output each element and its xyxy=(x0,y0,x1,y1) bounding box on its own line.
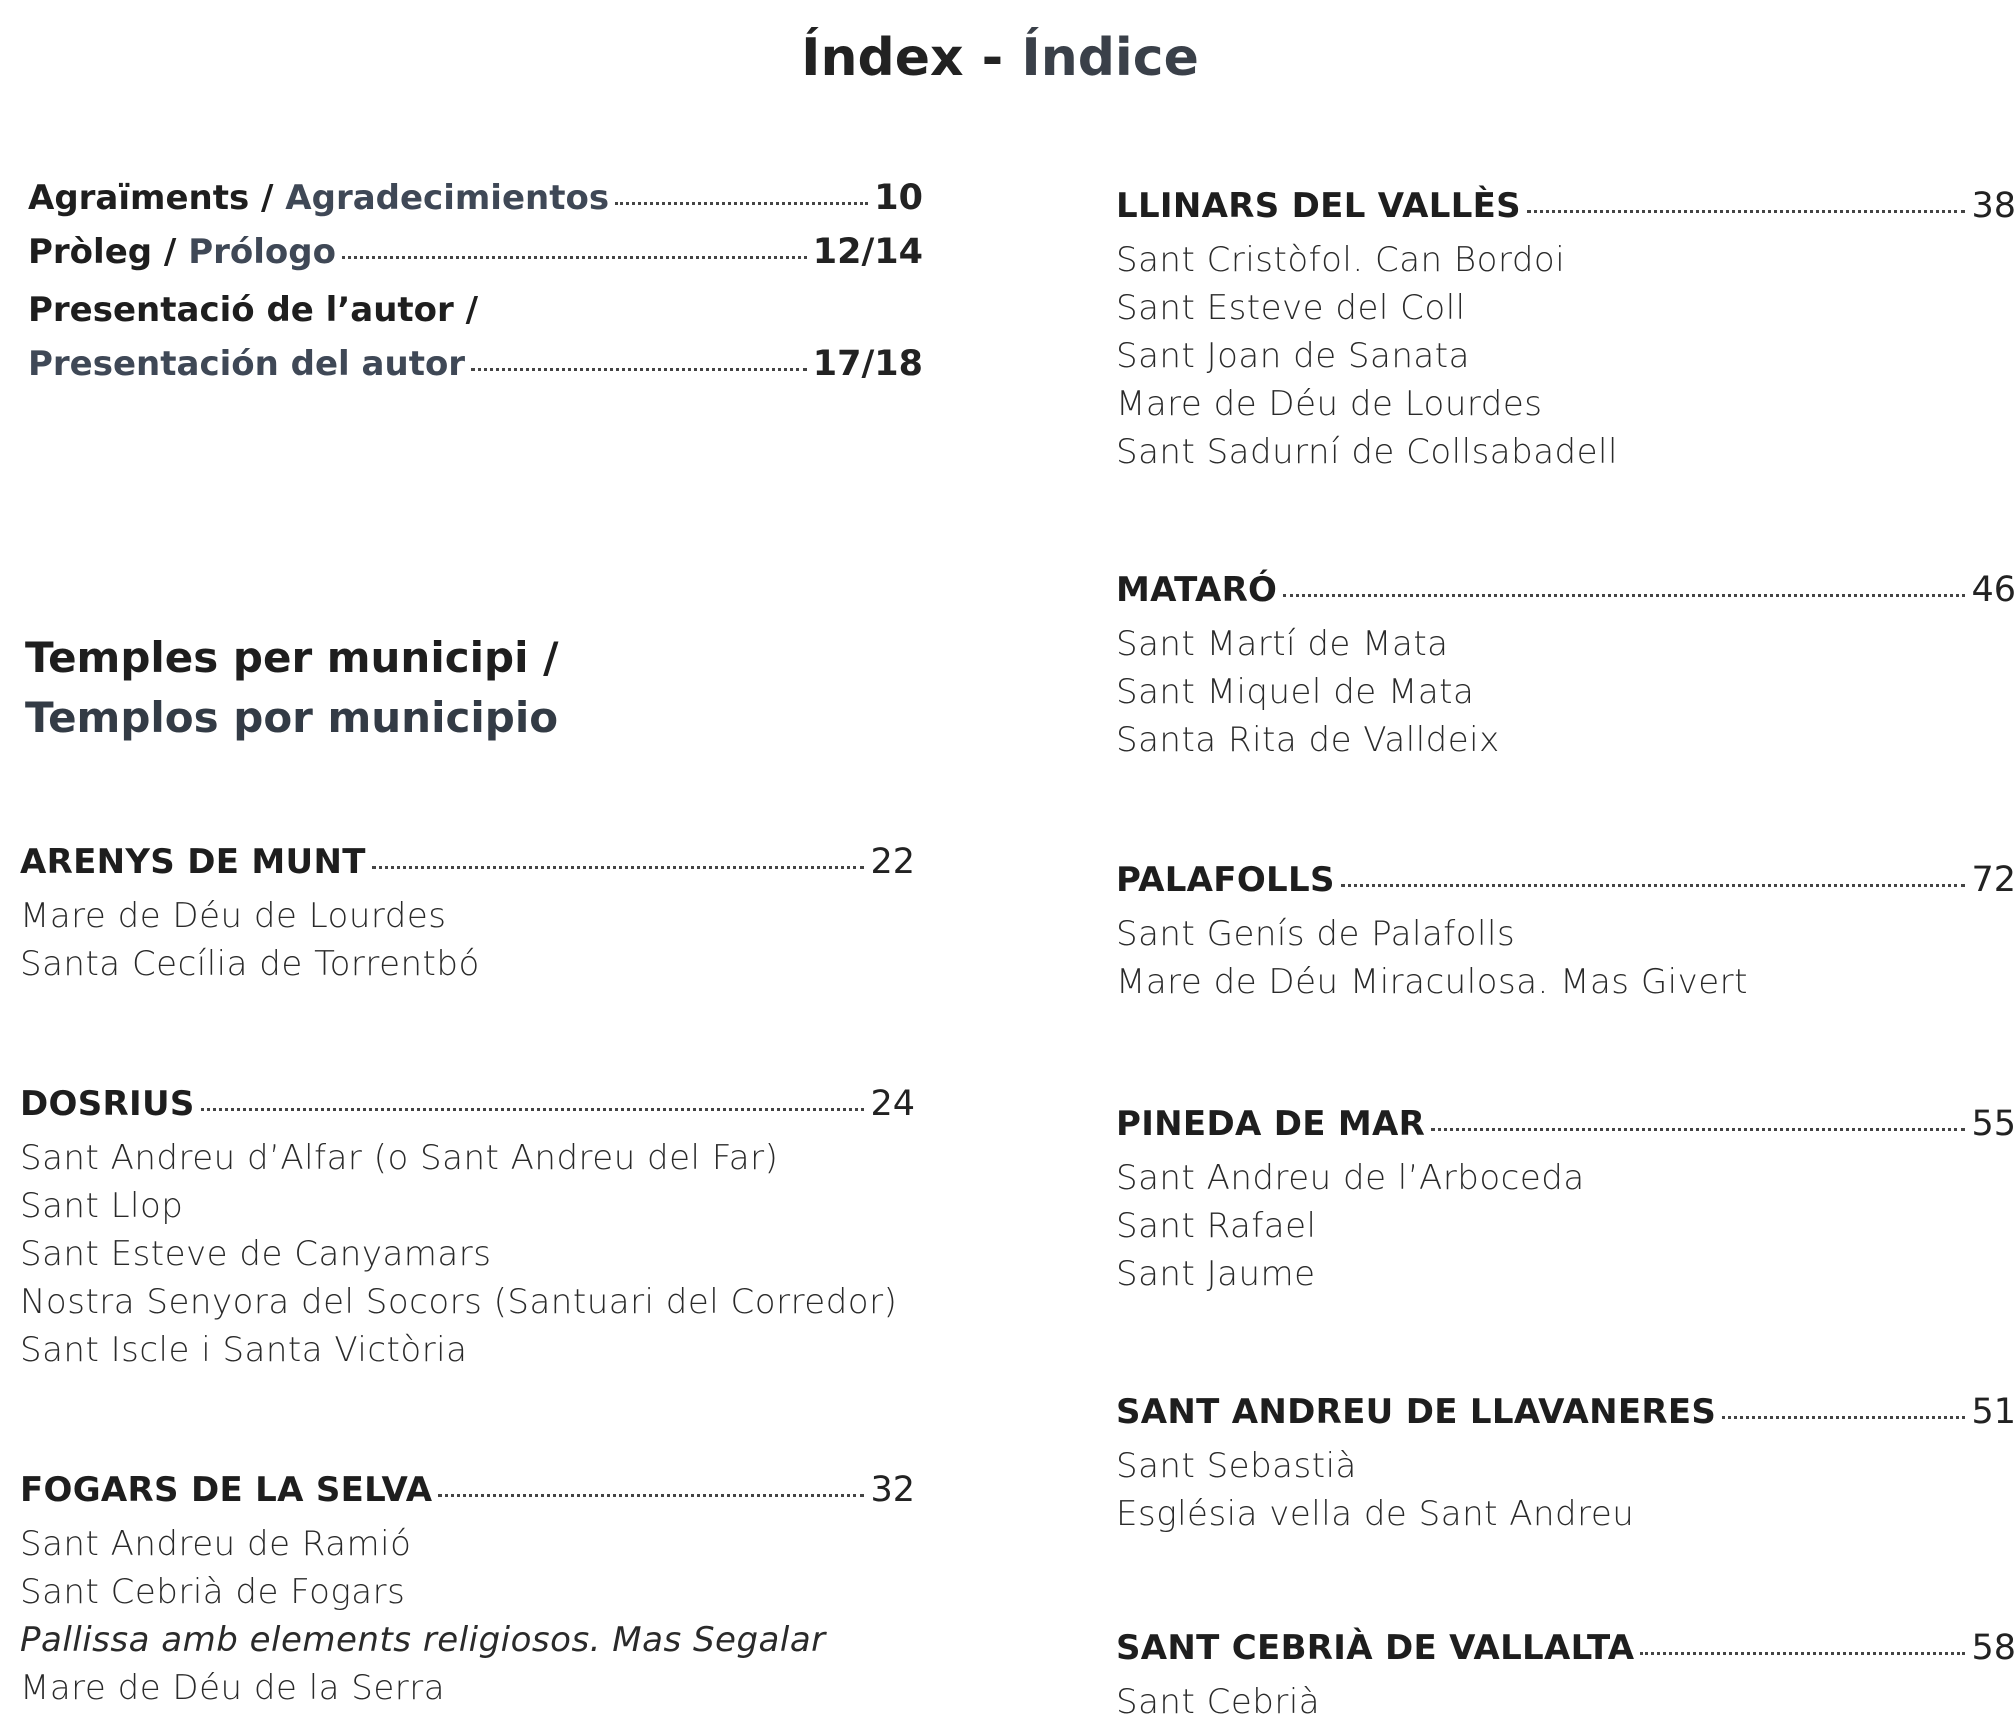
dot-leader xyxy=(438,1494,864,1497)
temple-item[interactable]: Sant Andreu de l’Arboceda xyxy=(1116,1158,1585,1198)
dot-leader xyxy=(201,1108,865,1111)
municipality-name: FOGARS DE LA SELVA xyxy=(20,1470,433,1510)
entry-label-ca: Agraïments / xyxy=(28,178,286,218)
dot-leader xyxy=(1527,210,1965,213)
temple-list xyxy=(20,1134,915,1374)
dot-leader xyxy=(1431,1128,1965,1131)
municipality-heading[interactable] xyxy=(1116,1104,2016,1154)
municipality-dosrius xyxy=(20,1084,915,1374)
municipality-name: MATARÓ xyxy=(1116,570,1278,610)
page-number: 12/14 xyxy=(812,232,923,272)
toc-entry-author-presentation-ca[interactable] xyxy=(28,290,478,330)
municipality-heading[interactable] xyxy=(1116,186,2016,236)
temple-item[interactable]: Sant Esteve del Coll xyxy=(1116,288,1466,328)
entry-label-es: Prólogo xyxy=(188,232,336,272)
temple-list xyxy=(20,892,915,988)
temple-item[interactable]: Sant Iscle i Santa Victòria xyxy=(20,1330,468,1370)
page-number: 55 xyxy=(1971,1104,2016,1144)
title-spanish: Índice xyxy=(1021,28,1199,88)
temple-item[interactable]: Sant Martí de Mata xyxy=(1116,624,1449,664)
municipality-heading[interactable] xyxy=(1116,860,2016,910)
temple-item[interactable]: Sant Joan de Sanata xyxy=(1116,336,1470,376)
municipality-heading[interactable] xyxy=(1116,1628,2016,1678)
municipality-pineda-de-mar xyxy=(1116,1104,2016,1298)
entry-label-ca: Pròleg / xyxy=(28,232,189,272)
municipality-heading[interactable] xyxy=(1116,570,2016,620)
municipality-llinars-del-valles xyxy=(1116,186,2016,476)
municipality-name: DOSRIUS xyxy=(20,1084,195,1124)
temple-list xyxy=(1116,1442,2016,1538)
page-title xyxy=(0,28,2000,88)
entry-label-ca: Presentació de l’autor / xyxy=(28,290,479,330)
section-heading xyxy=(25,628,558,748)
page-number: 10 xyxy=(874,178,923,218)
temple-item[interactable]: Mare de Déu de la Serra xyxy=(20,1668,446,1708)
temple-item[interactable]: Sant Genís de Palafolls xyxy=(1116,914,1516,954)
dot-leader xyxy=(372,866,865,869)
section-heading-ca: Temples per municipi / xyxy=(25,633,559,682)
temple-item[interactable]: Sant Andreu de Ramió xyxy=(20,1524,412,1564)
dot-leader xyxy=(1341,884,1966,887)
entry-label-es: Presentación del autor xyxy=(28,344,466,384)
temple-item[interactable]: Sant Llop xyxy=(20,1186,184,1226)
municipality-palafolls xyxy=(1116,860,2016,1006)
page-number: 24 xyxy=(870,1084,915,1124)
municipality-name: PALAFOLLS xyxy=(1116,860,1335,900)
temple-item[interactable]: Església vella de Sant Andreu xyxy=(1116,1494,1635,1534)
dot-leader xyxy=(1640,1652,1965,1655)
temple-item[interactable]: Mare de Déu de Lourdes xyxy=(20,896,447,936)
temple-item[interactable]: Sant Jaume xyxy=(1116,1254,1316,1294)
temple-item[interactable]: Nostra Senyora del Socors (Santuari del Corredor) xyxy=(20,1282,898,1322)
temple-list xyxy=(1116,1678,2016,1726)
municipality-name: LLINARS DEL VALLÈS xyxy=(1116,186,1521,226)
page-number: 32 xyxy=(870,1470,915,1510)
title-catalan: Índex xyxy=(801,28,964,88)
page-number: 38 xyxy=(1971,186,2016,226)
page-number: 46 xyxy=(1971,570,2016,610)
temple-list xyxy=(1116,236,2016,476)
temple-item[interactable]: Sant Miquel de Mata xyxy=(1116,672,1475,712)
dot-leader xyxy=(342,256,807,259)
dot-leader xyxy=(615,202,868,205)
temple-item[interactable]: Sant Andreu d’Alfar (o Sant Andreu del Far) xyxy=(20,1138,779,1178)
temple-list xyxy=(1116,1154,2016,1298)
temple-item[interactable]: Mare de Déu Miraculosa. Mas Givert xyxy=(1116,962,1748,1002)
toc-entry-acknowledgements[interactable] xyxy=(28,178,923,234)
municipality-name: SANT ANDREU DE LLAVANERES xyxy=(1116,1392,1717,1432)
temple-item[interactable]: Sant Sadurní de Collsabadell xyxy=(1116,432,1618,472)
temple-item[interactable]: Sant Cristòfol. Can Bordoi xyxy=(1116,240,1566,280)
temple-list xyxy=(1116,910,2016,1006)
municipality-heading[interactable] xyxy=(20,1084,915,1134)
municipality-arenys-de-munt xyxy=(20,842,915,988)
municipality-heading[interactable] xyxy=(20,842,915,892)
temple-item[interactable]: Sant Cebrià xyxy=(1116,1682,1321,1722)
title-separator: - xyxy=(963,28,1022,88)
municipality-name: SANT CEBRIÀ DE VALLALTA xyxy=(1116,1628,1635,1668)
temple-item[interactable]: Santa Cecília de Torrentbó xyxy=(20,944,480,984)
temple-item[interactable]: Sant Esteve de Canyamars xyxy=(20,1234,492,1274)
temple-item[interactable]: Sant Cebrià de Fogars xyxy=(20,1572,406,1612)
municipality-sant-cebria-de-vallalta xyxy=(1116,1628,2016,1726)
dot-leader xyxy=(1283,594,1965,597)
section-heading-es: Templos por municipio xyxy=(25,693,559,742)
dot-leader xyxy=(471,368,807,371)
temple-list xyxy=(1116,620,2016,764)
temple-item[interactable]: Sant Rafael xyxy=(1116,1206,1317,1246)
temple-item[interactable]: Mare de Déu de Lourdes xyxy=(1116,384,1543,424)
toc-entry-prologue[interactable] xyxy=(28,232,923,288)
toc-entry-author-presentation-es[interactable] xyxy=(28,344,923,400)
municipality-mataro xyxy=(1116,570,2016,764)
municipality-name: ARENYS DE MUNT xyxy=(20,842,366,882)
dot-leader xyxy=(1722,1416,1965,1419)
temple-list xyxy=(20,1520,915,1712)
municipality-name: PINEDA DE MAR xyxy=(1116,1104,1426,1144)
municipality-sant-andreu-de-llavaneres xyxy=(1116,1392,2016,1538)
temple-item[interactable]: Sant Sebastià xyxy=(1116,1446,1357,1486)
municipality-heading[interactable] xyxy=(20,1470,915,1520)
page-number: 58 xyxy=(1971,1628,2016,1668)
municipality-fogars-de-la-selva xyxy=(20,1470,915,1712)
page-number: 17/18 xyxy=(812,344,923,384)
page-number: 72 xyxy=(1971,860,2016,900)
temple-item[interactable]: Santa Rita de Valldeix xyxy=(1116,720,1500,760)
municipality-heading[interactable] xyxy=(1116,1392,2016,1442)
entry-label-es: Agradecimientos xyxy=(285,178,610,218)
page-number: 22 xyxy=(870,842,915,882)
temple-item[interactable]: Pallissa amb elements religiosos. Mas Segalar xyxy=(20,1620,826,1660)
page-number: 51 xyxy=(1971,1392,2016,1432)
